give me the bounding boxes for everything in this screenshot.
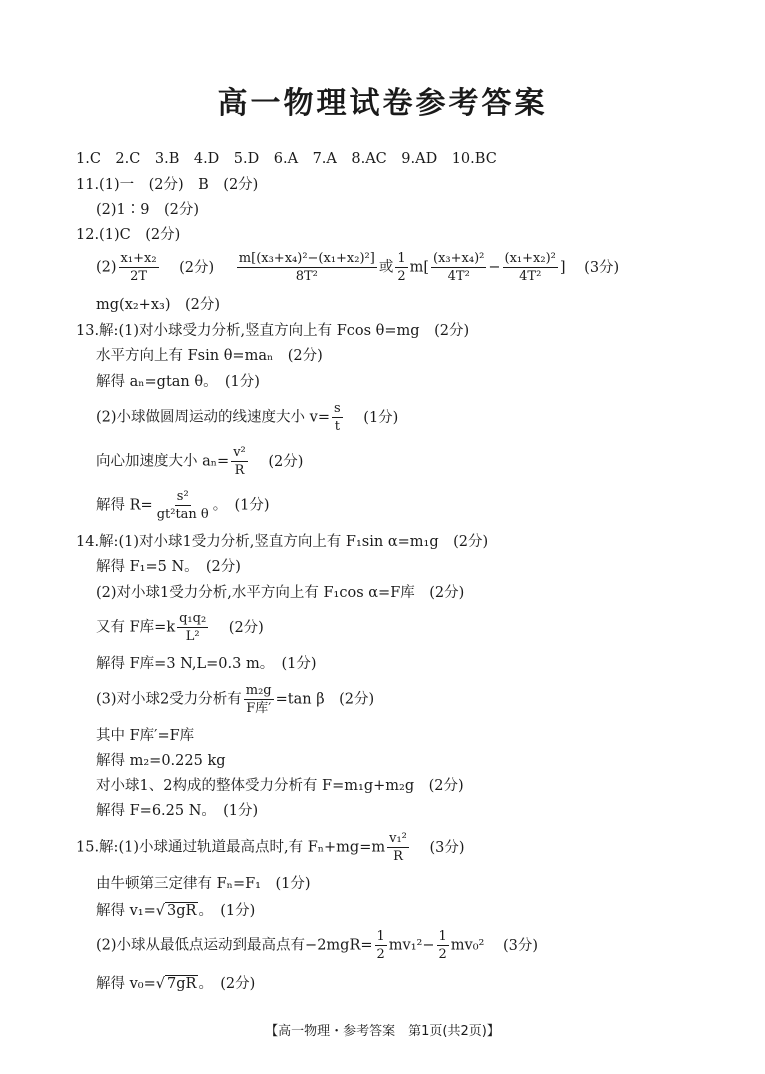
answer-line-15-5	[96, 977, 255, 992]
square-root: √ 7gR	[155, 976, 197, 992]
score: 。 (1分)	[198, 903, 256, 919]
fraction	[119, 252, 159, 283]
text: 又有 F库=k	[96, 619, 176, 636]
answer-line-11-1: 11.(1)一 (2分) B (2分)	[76, 177, 259, 193]
text: −	[488, 259, 501, 276]
answer-line-11-2: (2)1∶9 (2分)	[96, 202, 200, 218]
answer-line-14-2: 解得 F₁=5 N。 (2分)	[96, 559, 241, 575]
score: 。 (1分)	[212, 497, 270, 514]
answer-line-14-10: 解得 F=6.25 N。 (1分)	[96, 803, 259, 819]
denominator: 4T²	[447, 269, 470, 284]
fraction	[237, 252, 377, 283]
denominator: 8T²	[295, 269, 318, 284]
answer-line-15-4	[96, 930, 538, 961]
answer-line-13-5	[96, 446, 303, 477]
answer-line-14-6	[96, 684, 374, 715]
denominator: 4T²	[519, 269, 542, 284]
fraction	[332, 402, 343, 433]
fraction	[375, 930, 387, 961]
numerator: 1	[438, 929, 447, 944]
denominator: L²	[185, 629, 200, 644]
answer-line-15-2: 由牛顿第三定律有 Fₙ=F₁ (1分)	[96, 876, 311, 892]
answer-line-12-2	[96, 252, 619, 283]
radicand: 7gR	[167, 976, 197, 992]
text: ]	[559, 259, 566, 276]
text: (2)	[96, 259, 117, 276]
fraction	[177, 612, 208, 643]
square-root: √ 3gR	[155, 903, 197, 919]
fraction	[503, 252, 558, 283]
denominator: 2	[438, 947, 447, 962]
numerator: v₁²	[389, 831, 407, 846]
fraction	[387, 832, 409, 863]
answer-line-13-3: 解得 aₙ=gtan θ。 (1分)	[96, 374, 260, 390]
answer-line-13-1: 13.解:(1)对小球受力分析,竖直方向上有 Fcos θ=mg (2分)	[76, 323, 470, 339]
fraction	[395, 252, 407, 283]
answer-line-13-2: 水平方向上有 Fsin θ=maₙ (2分)	[96, 348, 323, 364]
answer-line-14-9: 对小球1、2构成的整体受力分析有 F=m₁g+m₂g (2分)	[96, 778, 464, 794]
denominator: R	[234, 463, 245, 478]
answer-line-14-3: (2)对小球1受力分析,水平方向上有 F₁cos α=F库 (2分)	[96, 585, 465, 601]
text: mv₀²	[450, 937, 485, 954]
answer-line-14-5: 解得 F库=3 N,L=0.3 m。 (1分)	[96, 656, 317, 672]
answer-line-14-7: 其中 F库′=F库	[96, 728, 195, 744]
text: 解得 v₁=	[96, 903, 156, 919]
answer-line-12-1: 12.(1)C (2分)	[76, 227, 181, 243]
score: (2分)	[179, 259, 215, 276]
numerator: s²	[176, 489, 189, 504]
fraction	[231, 446, 248, 477]
numerator: m[(x₃+x₄)²−(x₁+x₂)²]	[238, 251, 375, 266]
text: (2)小球做圆周运动的线速度大小 v=	[96, 409, 330, 426]
text: 15.解:(1)小球通过轨道最高点时,有 Fₙ+mg=m	[76, 839, 386, 856]
score: (2分)	[268, 453, 304, 470]
score: (2分)	[228, 619, 264, 636]
numerator: x₁+x₂	[120, 251, 157, 266]
answer-line-14-8: 解得 m₂=0.225 kg	[96, 753, 226, 769]
answer-line-14-1: 14.解:(1)对小球1受力分析,竖直方向上有 F₁sin α=m₁g (2分)	[76, 534, 489, 550]
text: 向心加速度大小 aₙ=	[96, 453, 230, 470]
denominator: gt²tan θ	[156, 507, 209, 522]
numerator: (x₁+x₂)²	[504, 251, 556, 266]
numerator: q₁q₂	[179, 611, 207, 626]
numerator: m₂g	[245, 683, 272, 698]
numerator: 1	[397, 251, 406, 266]
page-footer: 【高一物理・参考答案 第1页(共2页)】	[265, 1024, 500, 1039]
numerator: 1	[376, 929, 385, 944]
text: 或	[378, 259, 394, 276]
denominator: 2T	[130, 269, 148, 284]
fraction	[431, 252, 486, 283]
radicand: 3gR	[167, 903, 197, 919]
numerator: (x₃+x₄)²	[433, 251, 485, 266]
answer-line-12-3: mg(x₂+x₃) (2分)	[96, 297, 221, 313]
score: (1分)	[363, 409, 399, 426]
denominator: R	[393, 849, 403, 864]
text: mv₁²−	[388, 937, 435, 954]
text: (3)对小球2受力分析有	[96, 691, 242, 708]
denominator: t	[334, 419, 340, 434]
answer-line-13-6	[96, 490, 270, 521]
score: (3分)	[502, 937, 539, 954]
answer-line-mc: 1.C 2.C 3.B 4.D 5.D 6.A 7.A 8.AC 9.AD 10.BC	[76, 151, 497, 167]
score: (3分)	[429, 839, 465, 856]
answer-line-15-3	[96, 904, 255, 919]
text: =tan β (2分)	[275, 691, 375, 708]
answer-line-15-1	[76, 832, 465, 863]
answer-line-13-4	[96, 402, 398, 433]
numerator: v²	[233, 445, 246, 460]
text: 解得 R=	[96, 497, 153, 514]
page-title: 高一物理试卷参考答案	[217, 86, 548, 121]
fraction	[155, 490, 211, 521]
fraction	[244, 684, 274, 715]
text: m[	[409, 259, 430, 276]
text: 解得 v₀=	[96, 976, 156, 992]
denominator: F库′	[246, 701, 272, 716]
text: (2)小球从最低点运动到最高点有−2mgR=	[96, 937, 373, 954]
denominator: 2	[397, 269, 406, 284]
score: (3分)	[584, 259, 620, 276]
fraction	[437, 930, 449, 961]
answer-line-14-4	[96, 612, 264, 643]
score: 。 (2分)	[198, 976, 256, 992]
denominator: 2	[376, 947, 385, 962]
numerator: s	[334, 401, 341, 416]
